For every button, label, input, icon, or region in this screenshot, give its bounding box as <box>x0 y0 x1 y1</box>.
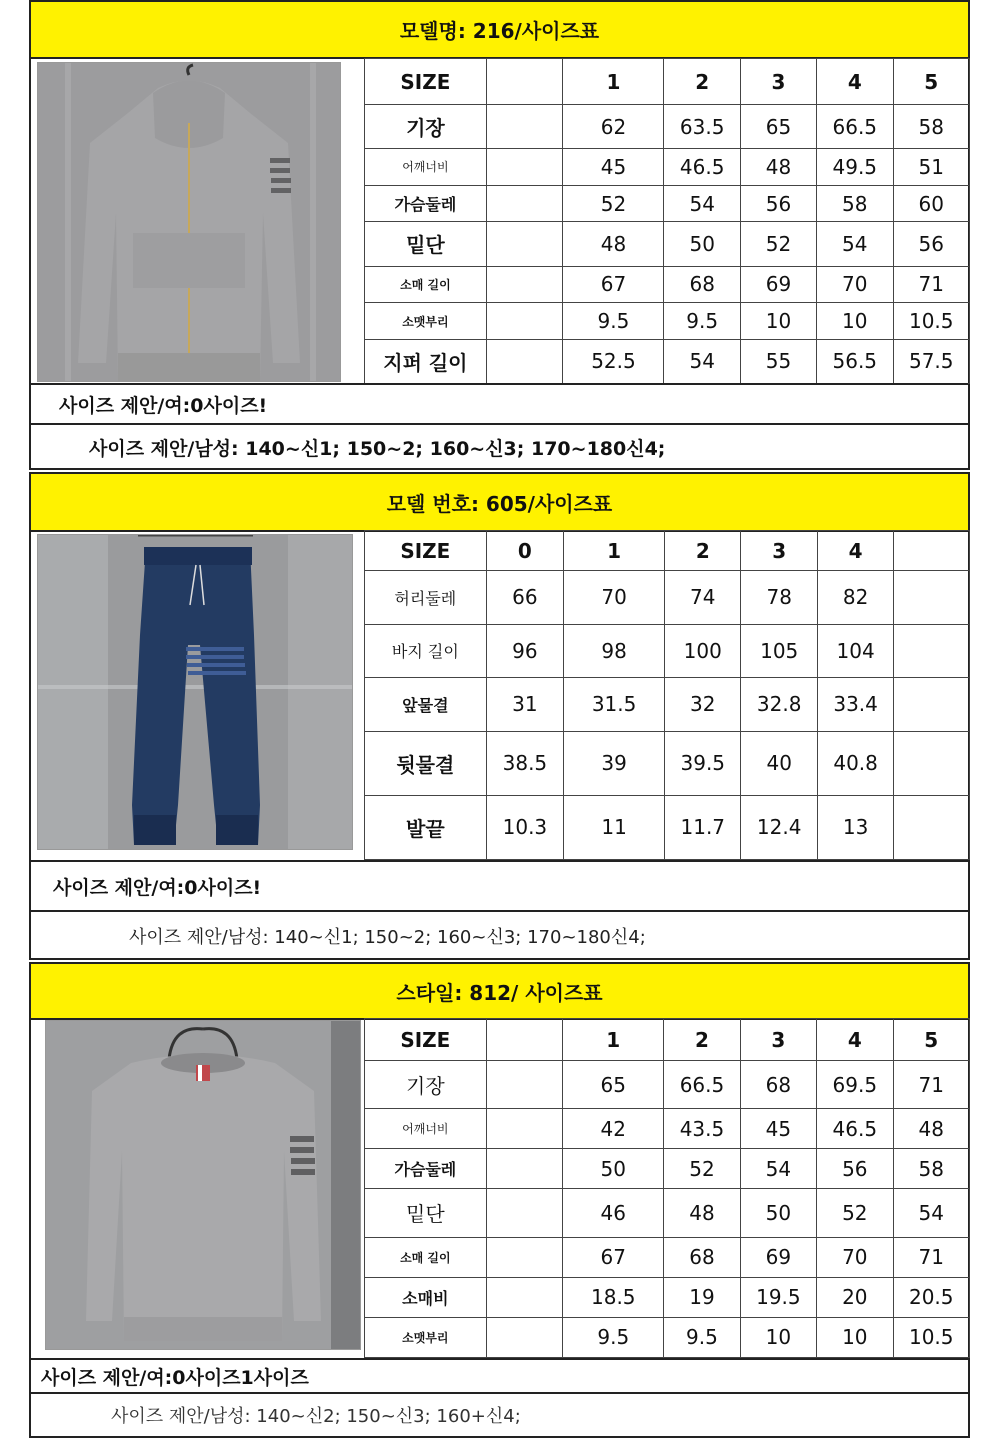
table-row <box>365 571 970 625</box>
cell: 40.8 <box>817 731 893 795</box>
cell: 46.5 <box>817 1109 893 1149</box>
cell: 54 <box>817 222 893 266</box>
table-row <box>365 185 970 222</box>
table-row <box>365 1317 970 1357</box>
cell <box>894 678 970 732</box>
cell: 40 <box>741 731 817 795</box>
cell: 10.3 <box>486 795 563 859</box>
table-row <box>365 624 970 678</box>
cell: 32.8 <box>741 678 817 732</box>
cell: 48 <box>664 1189 740 1237</box>
cell: 70 <box>564 571 665 625</box>
table-row <box>365 339 970 383</box>
size-suggestion-women: 사이즈 제안/여:0사이즈1사이즈 <box>31 1358 968 1392</box>
cell: 68 <box>664 1237 740 1277</box>
cell: 18.5 <box>563 1277 664 1317</box>
header-size: SIZE <box>365 1019 487 1061</box>
table-row <box>365 222 970 266</box>
cell: 105 <box>741 624 817 678</box>
cell: 51 <box>893 149 970 186</box>
cell: 56 <box>893 222 970 266</box>
cell: 71 <box>893 1237 969 1277</box>
header-cell: 3 <box>740 59 816 105</box>
header-cell: 4 <box>817 531 893 571</box>
cell <box>486 1149 563 1189</box>
cell <box>486 105 563 149</box>
header-cell: 0 <box>486 531 563 571</box>
cell: 31.5 <box>564 678 665 732</box>
cell: 31 <box>486 678 563 732</box>
row-label: 어깨너비 <box>365 149 487 186</box>
cell: 43.5 <box>664 1109 740 1149</box>
cell <box>486 1277 563 1317</box>
cell <box>894 795 970 859</box>
table-row <box>365 1061 970 1109</box>
grey-sweatshirt-photo <box>45 1020 361 1350</box>
row-label: 소매비 <box>365 1277 487 1317</box>
cell: 50 <box>563 1149 664 1189</box>
row-label: 가슴둘레 <box>365 185 487 222</box>
header-cell: 1 <box>563 1019 664 1061</box>
header-cell <box>894 531 970 571</box>
cell <box>486 185 563 222</box>
row-label: 소매 길이 <box>365 266 487 303</box>
header-cell: 2 <box>664 1019 740 1061</box>
cell: 52 <box>740 222 816 266</box>
cell: 52.5 <box>563 339 664 383</box>
cell <box>486 266 563 303</box>
row-label: 가슴둘레 <box>365 1149 487 1189</box>
header-cell: 2 <box>664 59 740 105</box>
cell <box>486 339 563 383</box>
cell: 45 <box>740 1109 816 1149</box>
cell: 98 <box>564 624 665 678</box>
row-label: 발끝 <box>365 795 487 859</box>
cell: 9.5 <box>664 1317 740 1357</box>
size-table <box>364 1018 970 1358</box>
cell: 32 <box>665 678 741 732</box>
cell: 66.5 <box>664 1061 740 1109</box>
table-row <box>365 731 970 795</box>
header-cell: 4 <box>817 1019 893 1061</box>
cell: 71 <box>893 266 970 303</box>
header-cell: 4 <box>817 59 893 105</box>
table-row <box>365 1149 970 1189</box>
cell: 65 <box>740 105 816 149</box>
header-cell: 2 <box>665 531 741 571</box>
table-row <box>365 149 970 186</box>
size-suggestion-men: 사이즈 제안/남성: 140~신2; 150~신3; 160+신4; <box>31 1392 968 1436</box>
cell: 69.5 <box>817 1061 893 1109</box>
header-cell: 1 <box>564 531 665 571</box>
row-label: 앞물결 <box>365 678 487 732</box>
cell: 39 <box>564 731 665 795</box>
cell: 67 <box>563 1237 664 1277</box>
cell <box>486 303 563 340</box>
cell: 12.4 <box>741 795 817 859</box>
cell: 82 <box>817 571 893 625</box>
cell: 52 <box>563 185 664 222</box>
row-label: 소매 길이 <box>365 1237 487 1277</box>
cell: 100 <box>665 624 741 678</box>
row-label: 밑단 <box>365 1189 487 1237</box>
row-label: 기장 <box>365 1061 487 1109</box>
size-table <box>364 58 970 384</box>
cell: 10 <box>740 303 816 340</box>
cell: 57.5 <box>893 339 970 383</box>
cell: 62 <box>563 105 664 149</box>
cell: 66.5 <box>817 105 893 149</box>
cell <box>486 149 563 186</box>
row-label: 밑단 <box>365 222 487 266</box>
cell: 39.5 <box>665 731 741 795</box>
table-row <box>365 795 970 859</box>
cell: 11 <box>564 795 665 859</box>
header-cell <box>486 1019 563 1061</box>
size-chart-605 <box>29 472 970 960</box>
cell: 70 <box>817 1237 893 1277</box>
cell: 54 <box>664 185 740 222</box>
cell: 13 <box>817 795 893 859</box>
cell: 69 <box>740 266 816 303</box>
row-label: 바지 길이 <box>365 624 487 678</box>
cell: 38.5 <box>486 731 563 795</box>
navy-jogger-pants-photo <box>37 534 353 850</box>
cell: 48 <box>563 222 664 266</box>
header-size: SIZE <box>365 59 487 105</box>
table-row <box>365 1237 970 1277</box>
header-cell: 3 <box>740 1019 816 1061</box>
cell <box>486 1237 563 1277</box>
size-suggestion-men: 사이즈 제안/남성: 140~신1; 150~2; 160~신3; 170~180신4; <box>31 423 968 469</box>
cell: 54 <box>664 339 740 383</box>
cell: 10 <box>740 1317 816 1357</box>
cell: 49.5 <box>817 149 893 186</box>
cell: 104 <box>817 624 893 678</box>
cell <box>486 1109 563 1149</box>
cell: 10.5 <box>893 303 970 340</box>
cell: 11.7 <box>665 795 741 859</box>
header-cell: 1 <box>563 59 664 105</box>
cell: 96 <box>486 624 563 678</box>
cell: 68 <box>740 1061 816 1109</box>
row-label: 소맷부리 <box>365 303 487 340</box>
row-label: 지퍼 길이 <box>365 339 487 383</box>
size-suggestion-women: 사이즈 제안/여:0사이즈! <box>31 383 968 423</box>
table-row <box>365 1277 970 1317</box>
row-label: 기장 <box>365 105 487 149</box>
row-label: 뒷물결 <box>365 731 487 795</box>
cell: 9.5 <box>563 1317 664 1357</box>
cell: 78 <box>741 571 817 625</box>
cell: 56.5 <box>817 339 893 383</box>
cell <box>894 731 970 795</box>
cell: 20 <box>817 1277 893 1317</box>
table-row <box>365 105 970 149</box>
cell: 48 <box>740 149 816 186</box>
size-table <box>364 530 970 860</box>
size-suggestion-women: 사이즈 제안/여:0사이즈! <box>31 860 968 910</box>
cell: 45 <box>563 149 664 186</box>
cell: 33.4 <box>817 678 893 732</box>
cell <box>486 1189 563 1237</box>
header-size: SIZE <box>365 531 487 571</box>
header-cell <box>486 59 563 105</box>
size-suggestion-men: 사이즈 제안/남성: 140~신1; 150~2; 160~신3; 170~180신4; <box>31 910 968 960</box>
table-row <box>365 303 970 340</box>
section-title: 모델명: 216/사이즈표 <box>31 2 968 59</box>
cell <box>486 1061 563 1109</box>
size-chart-812 <box>29 962 970 1438</box>
cell: 71 <box>893 1061 969 1109</box>
cell: 9.5 <box>563 303 664 340</box>
cell: 19 <box>664 1277 740 1317</box>
cell: 46 <box>563 1189 664 1237</box>
cell: 58 <box>893 105 970 149</box>
cell: 63.5 <box>664 105 740 149</box>
cell: 54 <box>740 1149 816 1189</box>
row-label: 허리둘레 <box>365 571 487 625</box>
cell: 56 <box>817 1149 893 1189</box>
cell <box>894 624 970 678</box>
size-chart-216 <box>29 0 970 470</box>
cell: 55 <box>740 339 816 383</box>
table-row <box>365 1109 970 1149</box>
cell: 69 <box>740 1237 816 1277</box>
cell: 66 <box>486 571 563 625</box>
cell <box>486 222 563 266</box>
table-row <box>365 678 970 732</box>
cell: 60 <box>893 185 970 222</box>
header-cell: 3 <box>741 531 817 571</box>
cell: 10 <box>817 303 893 340</box>
cell: 67 <box>563 266 664 303</box>
cell: 9.5 <box>664 303 740 340</box>
cell: 54 <box>893 1189 969 1237</box>
cell: 52 <box>664 1149 740 1189</box>
cell: 20.5 <box>893 1277 969 1317</box>
cell: 50 <box>664 222 740 266</box>
cell: 10 <box>817 1317 893 1357</box>
table-row <box>365 1189 970 1237</box>
section-title: 스타일: 812/ 사이즈표 <box>31 964 968 1020</box>
cell: 10.5 <box>893 1317 969 1357</box>
row-label: 어깨너비 <box>365 1109 487 1149</box>
header-cell: 5 <box>893 59 970 105</box>
cell: 42 <box>563 1109 664 1149</box>
cell: 70 <box>817 266 893 303</box>
cell <box>894 571 970 625</box>
cell: 58 <box>817 185 893 222</box>
table-row <box>365 266 970 303</box>
cell: 19.5 <box>740 1277 816 1317</box>
cell: 58 <box>893 1149 969 1189</box>
cell: 56 <box>740 185 816 222</box>
cell: 52 <box>817 1189 893 1237</box>
row-label: 소맷부리 <box>365 1317 487 1357</box>
section-title: 모델 번호: 605/사이즈표 <box>31 474 968 532</box>
cell: 50 <box>740 1189 816 1237</box>
cell: 68 <box>664 266 740 303</box>
cell: 48 <box>893 1109 969 1149</box>
cell: 46.5 <box>664 149 740 186</box>
cell: 65 <box>563 1061 664 1109</box>
cell <box>486 1317 563 1357</box>
header-cell: 5 <box>893 1019 969 1061</box>
grey-zip-hoodie-photo <box>37 62 341 382</box>
cell: 74 <box>665 571 741 625</box>
